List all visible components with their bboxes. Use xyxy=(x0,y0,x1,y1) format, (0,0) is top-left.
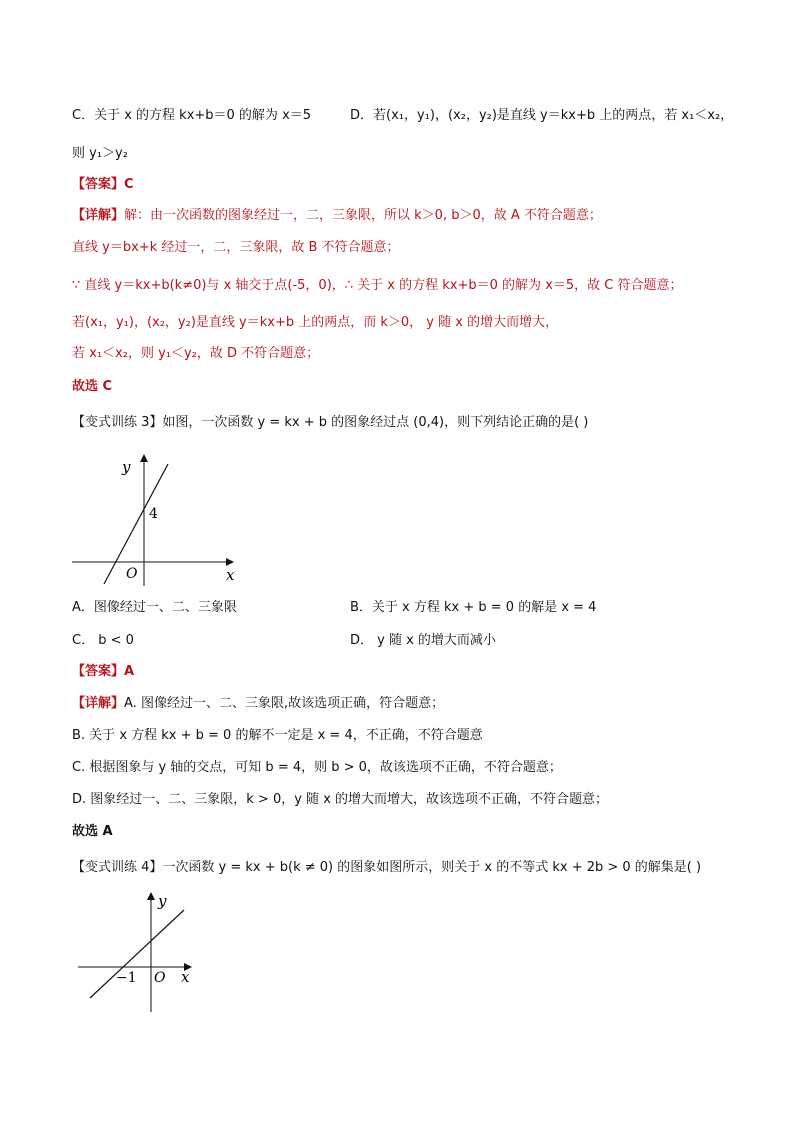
q3-answer: 【答案】A xyxy=(72,664,135,679)
q4-x-label: x xyxy=(181,968,190,986)
q3-option-b: B．关于 x 方程 kx + b = 0 的解是 x = 4 xyxy=(350,600,597,615)
q4-y-axis-arrow xyxy=(147,892,155,900)
q4-title: 【变式训练 4】一次函数 y = kx + b(k ≠ 0) 的图象如图所示，则关于 x 的不等式 kx + 2b > 0 的解集是( ) xyxy=(72,860,702,875)
q3-option-a: A．图像经过一、二、三象限 xyxy=(72,600,237,615)
q3-x-label: x xyxy=(226,566,235,584)
q3-option-c: C． b < 0 xyxy=(72,633,134,648)
q4-graph xyxy=(74,888,204,1018)
q2-detail-label: 【详解】 xyxy=(72,208,125,223)
q3-intercept-label: 4 xyxy=(149,506,158,522)
q3-title: 【变式训练 3】如图，一次函数 y = kx + b 的图象经过点 (0,4)，则下列结论正确的是( ) xyxy=(72,415,589,430)
q2-detail-4: 若(x₁，y₁)，(x₂，y₂)是直线 y＝kx+b 上的两点，而 k＞0， y 随 x 的增大而增大， xyxy=(72,315,559,330)
q2-option-d-continued: 则 y₁＞y₂ xyxy=(72,146,128,161)
q2-answer: 【答案】C xyxy=(72,177,134,192)
q3-origin-label: O xyxy=(126,566,138,582)
q4-function-line xyxy=(90,910,184,998)
q4-y-label: y xyxy=(158,892,167,910)
q3-detail-b: B. 关于 x 方程 kx + b = 0 的解不一定是 x = 4，不正确，不符合题意 xyxy=(72,728,483,743)
q2-detail-1-text: 解：由一次函数的图象经过一，二，三象限，所以 k＞0, b＞0，故 A 不符合题意； xyxy=(124,208,602,223)
q2-detail-1 xyxy=(72,206,602,226)
q3-detail-a-text: A. 图像经过一、二、三象限,故该选项正确，符合题意； xyxy=(124,696,445,711)
q3-y-label: y xyxy=(122,458,131,476)
q3-detail-label: 【详解】 xyxy=(72,696,125,711)
q3-detail-d: D. 图象经过一、二、三象限，k > 0，y 随 x 的增大而增大，故该选项不正确，不符合题意； xyxy=(72,792,609,807)
q2-option-d: D．若(x₁，y₁)，(x₂，y₂)是直线 y＝kx+b 上的两点，若 x₁＜x₂， xyxy=(350,108,734,123)
q2-option-c: C．关于 x 的方程 kx+b＝0 的解为 x＝5 xyxy=(72,108,312,123)
q3-conclusion: 故选 A xyxy=(72,824,113,839)
q3-detail-a xyxy=(72,694,444,714)
q3-detail-c: C. 根据图象与 y 轴的交点，可知 b = 4，则 b > 0，故该选项不正确，不符合题意； xyxy=(72,760,562,775)
q3-y-axis-arrow xyxy=(140,454,148,462)
q4-intercept-label: −1 xyxy=(116,970,137,986)
q4-origin-label: O xyxy=(154,970,166,986)
q2-detail-2: 直线 y＝bx+k 经过一，二，三象限，故 B 不符合题意； xyxy=(72,240,400,255)
q3-graph xyxy=(70,450,240,590)
q2-detail-3: ∵ 直线 y＝kx+b(k≠0)与 x 轴交于点(-5，0)，∴ 关于 x 的方程 kx+b＝0 的解为 x＝5，故 C 符合题意； xyxy=(72,278,683,293)
q2-detail-5: 若 x₁＜x₂，则 y₁＜y₂，故 D 不符合题意； xyxy=(72,346,320,361)
q2-conclusion: 故选 C xyxy=(72,379,113,394)
q3-option-d: D． y 随 x 的增大而减小 xyxy=(350,633,496,648)
q3-x-axis-arrow xyxy=(226,558,234,566)
